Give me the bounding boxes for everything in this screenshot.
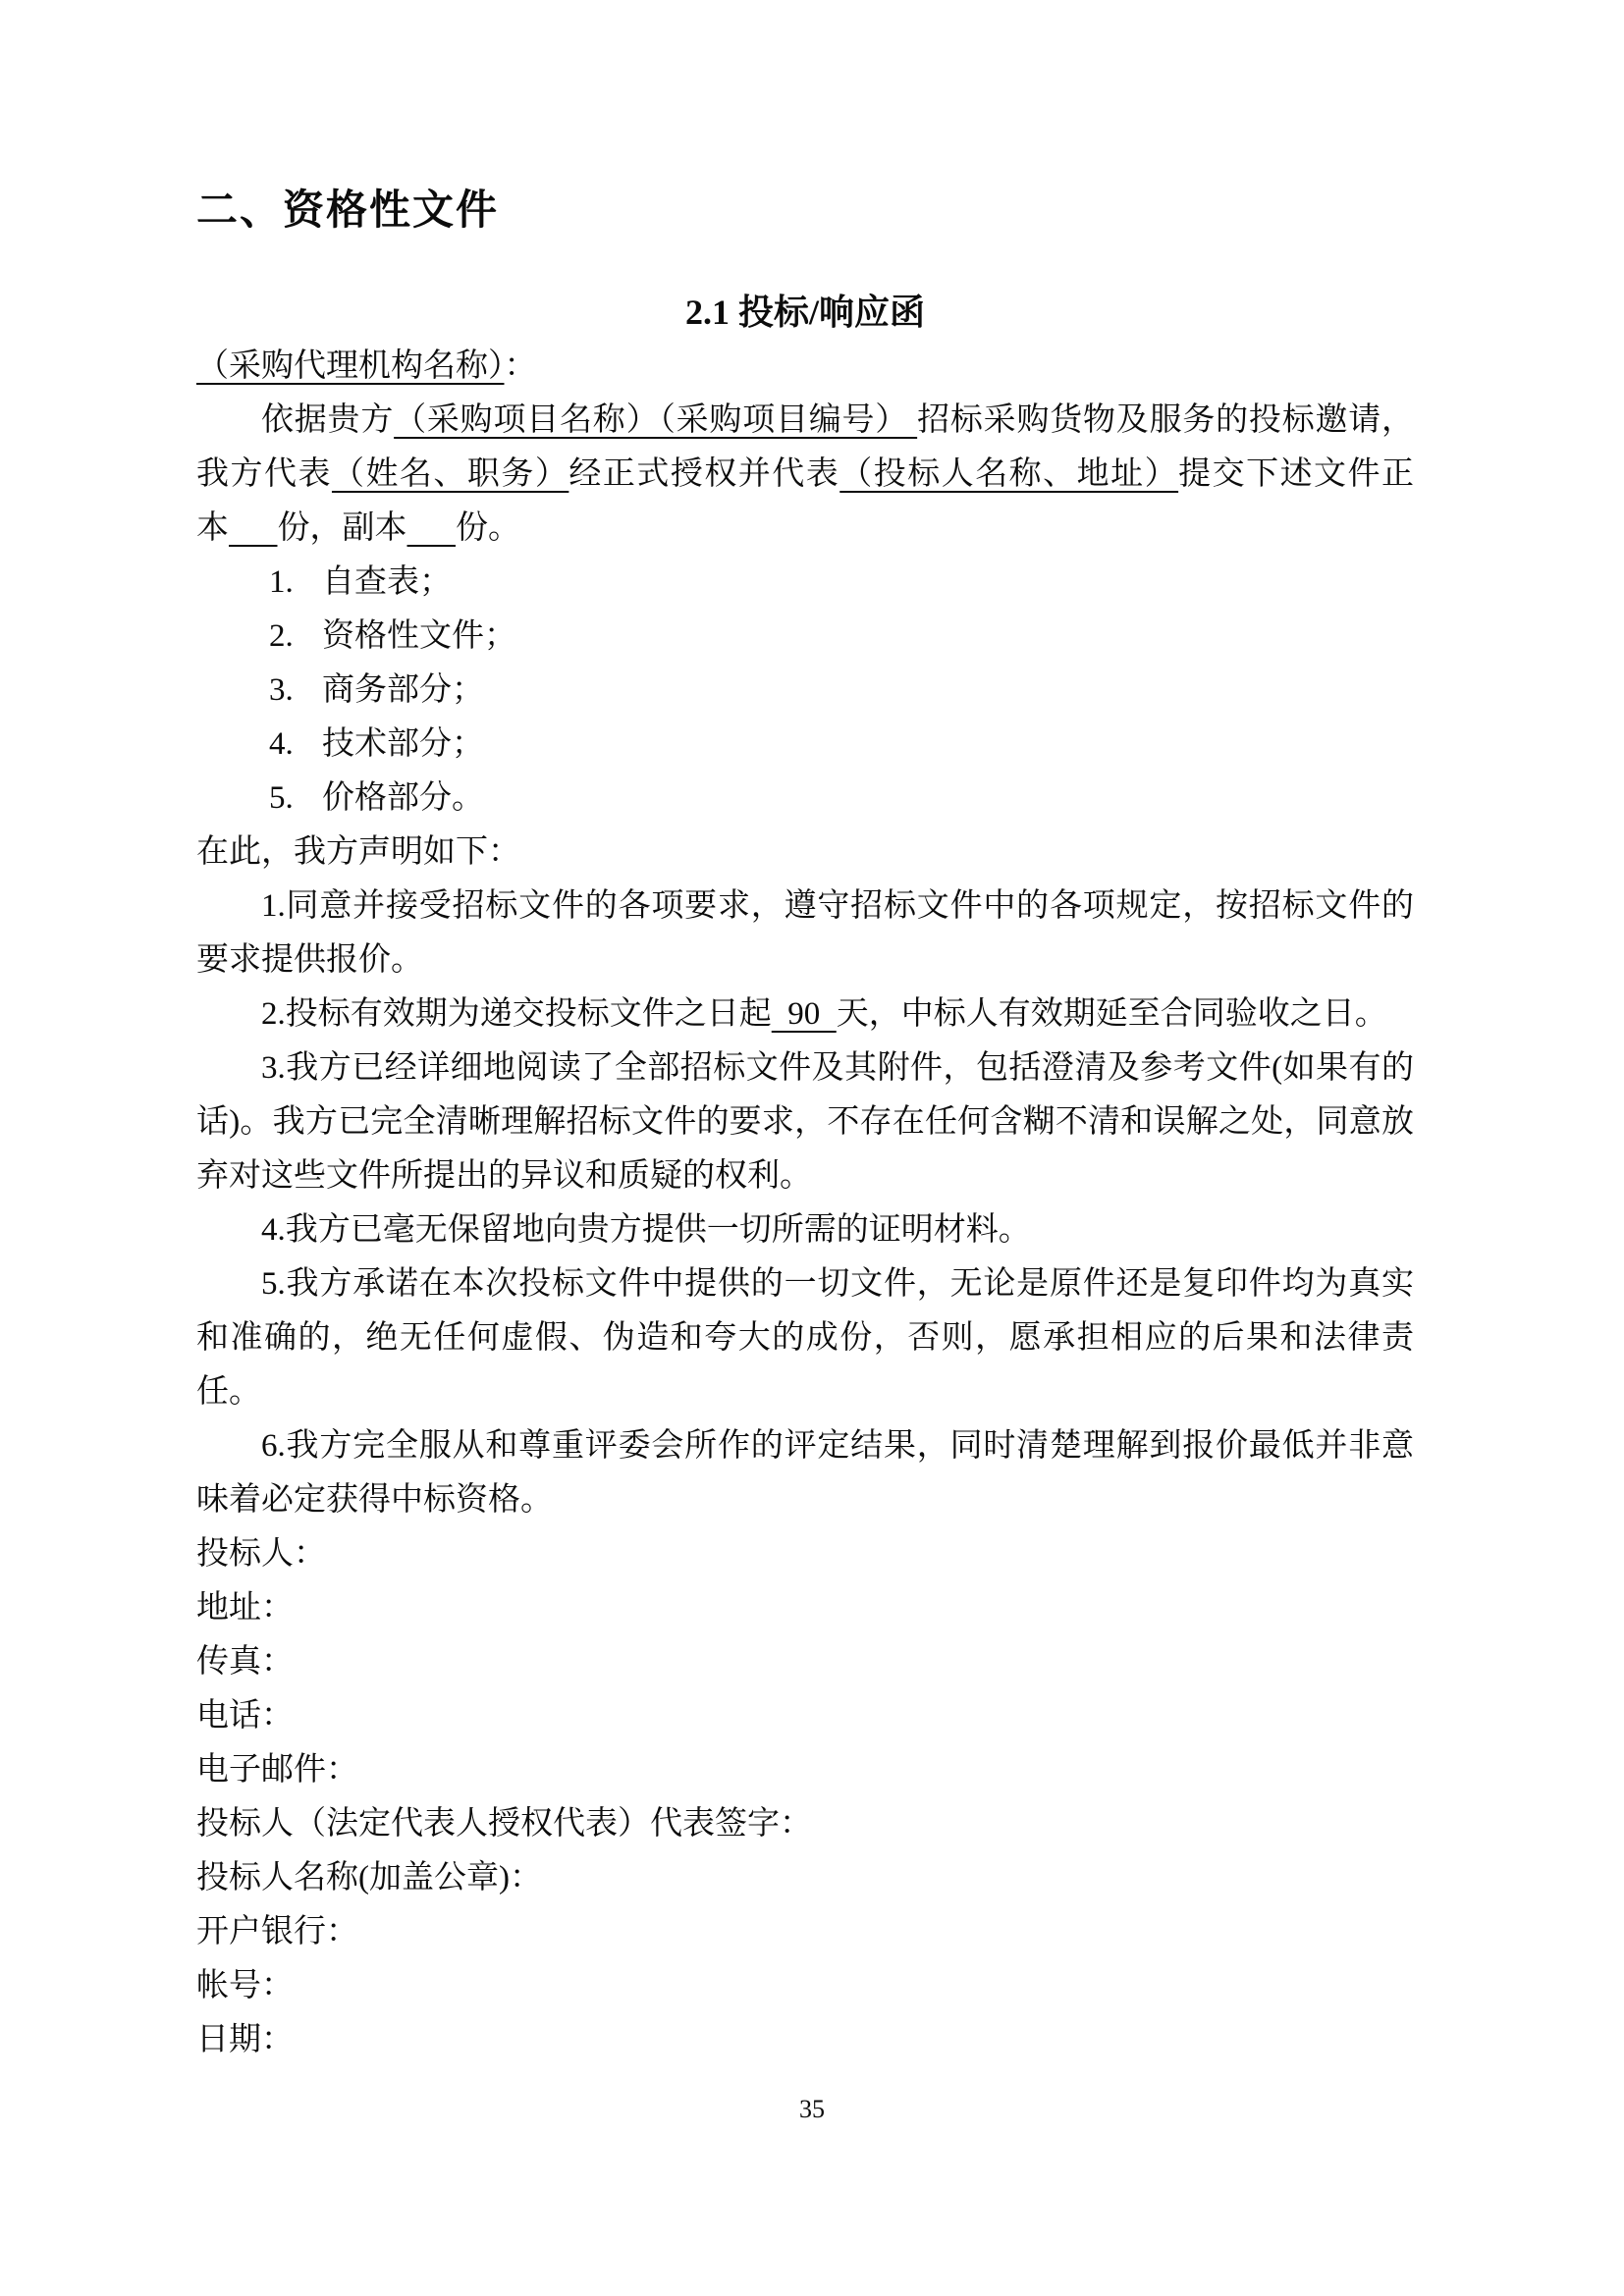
declaration-item-4: 4.我方已毫无保留地向贵方提供一切所需的证明材料。 <box>261 1212 1031 1248</box>
attachment-item-2 <box>196 610 1414 664</box>
declaration-item-1: 1.同意并接受招标文件的各项要求，遵守招标文件中的各项规定，按招标文件的要求提供报价。 <box>196 888 1414 978</box>
sig-field-representative-signature: 投标人（法定代表人授权代表）代表签字： <box>196 1806 812 1842</box>
declaration-item-6: 6.我方完全服从和尊重评委会所作的评定结果，同时清楚理解到报价最低并非意味着必定获得中标资格。 <box>196 1428 1414 1518</box>
sig-field-address: 地址： <box>196 1590 294 1626</box>
salutation-colon: ： <box>504 348 537 384</box>
attachment-list <box>196 556 1414 826</box>
declaration-item-2 <box>196 988 1414 1041</box>
attachment-number: 2. <box>269 618 294 654</box>
attachment-label: 技术部分； <box>322 726 484 762</box>
declaration-item-2-prefix: 2.投标有效期为递交投标文件之日起 <box>261 996 772 1032</box>
attachment-label: 自查表； <box>322 564 452 600</box>
sig-field-fax: 传真： <box>196 1644 294 1680</box>
signature-block <box>196 1527 1414 2067</box>
intro-text-2: 招标采购货物及服务的投标邀请，我方代表 <box>196 402 1415 492</box>
sig-field-date: 日期： <box>196 2022 294 2057</box>
intro-text-6: 份。 <box>456 510 520 546</box>
intro-text-4: 提交下述文件正本 <box>196 456 1415 546</box>
attachment-label: 商务部分； <box>322 672 484 708</box>
declaration-item-3: 3.我方已经详细地阅读了全部招标文件及其附件，包括澄清及参考文件(如果有的话)。我方已完全清晰理解招标文件的要求，不存在任何含糊不清和误解之处，同意放弃对这些文件所提出的异议和质疑的权利。 <box>196 1050 1414 1194</box>
sig-field-bank: 开户银行： <box>196 1914 358 1949</box>
declaration-item-2-suffix: 天，中标人有效期延至合同验收之日。 <box>836 996 1387 1032</box>
attachment-item-4 <box>196 718 1414 772</box>
blank-representative-name-title: （姓名、职务） <box>331 456 569 492</box>
attachment-item-5 <box>196 772 1414 826</box>
intro-text-5: 份，副本 <box>277 510 407 546</box>
attachment-item-3 <box>196 664 1414 718</box>
blank-agency-name: （采购代理机构名称） <box>196 348 505 384</box>
blank-project-name-number: （采购项目名称）（采购项目编号） <box>394 402 918 438</box>
blank-validity-days: 90 <box>771 996 837 1032</box>
sig-field-bidder-name-seal: 投标人名称(加盖公章)： <box>196 1860 542 1896</box>
blank-bidder-name-address: （投标人名称、地址） <box>839 456 1179 492</box>
attachment-number: 5. <box>269 780 294 816</box>
intro-text-1: 依据贵方 <box>261 402 395 438</box>
declaration-item-5: 5.我方承诺在本次投标文件中提供的一切文件，无论是原件还是复印件均为真实和准确的，绝无任何虚假、伪造和夸大的成份，否则，愿承担相应的后果和法律责任。 <box>196 1266 1414 1410</box>
attachment-label: 价格部分。 <box>322 780 484 816</box>
attachment-item-1 <box>196 556 1414 610</box>
subsection-heading: 2.1 投标/响应函 <box>684 293 925 332</box>
attachment-number: 3. <box>269 672 294 708</box>
attachment-number: 4. <box>269 726 294 762</box>
blank-original-copies <box>229 510 278 546</box>
salutation-line <box>196 340 1414 394</box>
sig-field-phone: 电话： <box>196 1698 294 1734</box>
section-heading: 二、资格性文件 <box>196 188 500 234</box>
sig-field-bidder: 投标人： <box>196 1536 326 1572</box>
declaration-lead: 在此，我方声明如下： <box>196 834 520 870</box>
intro-paragraph <box>196 394 1414 556</box>
page-number: 35 <box>799 2095 825 2123</box>
blank-duplicate-copies <box>407 510 457 546</box>
sig-field-account-number: 帐号： <box>196 1968 294 2003</box>
attachment-number: 1. <box>269 564 294 600</box>
sig-field-email: 电子邮件： <box>196 1752 358 1788</box>
intro-text-3: 经正式授权并代表 <box>568 456 840 492</box>
attachment-label: 资格性文件； <box>322 618 516 654</box>
